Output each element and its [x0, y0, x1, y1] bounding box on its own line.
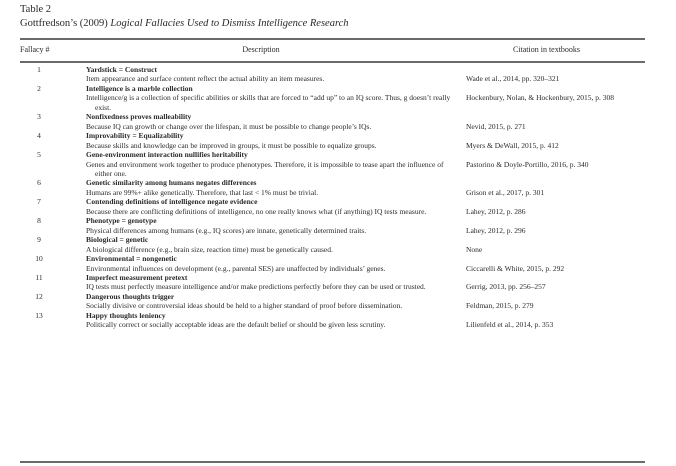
table-row	[20, 131, 645, 150]
fallacy-description	[86, 197, 454, 216]
fallacy-description	[86, 292, 454, 311]
fallacy-number	[20, 235, 58, 254]
fallacy-number	[20, 311, 58, 330]
fallacy-body: Because IQ can growth or change over the lifespan, it must be possible to change people’s IQs.	[86, 121, 372, 131]
fallacy-citation: Feldman, 2015, p. 279	[466, 301, 534, 311]
fallacy-description	[86, 112, 454, 131]
table-row	[20, 178, 645, 197]
fallacy-citation: Lilienfeld et al., 2014, p. 353	[466, 320, 554, 330]
fallacy-citation: Lahey, 2012, p. 286	[466, 206, 526, 216]
fallacy-citation: Hockenbury, Nolan, & Hockenbury, 2015, p. 308	[466, 93, 614, 103]
fallacy-citation: Nevid, 2015, p. 271	[466, 121, 526, 131]
table-title-plain: Gottfredson’s (2009)	[20, 18, 111, 29]
fallacy-number	[20, 292, 58, 311]
fallacy-body: Physical differences among humans (e.g., IQ scores) are innate, genetically determined traits.	[86, 225, 367, 235]
table-row	[20, 292, 645, 311]
fallacy-title: Environmental = nongenetic	[86, 254, 177, 264]
fallacy-body: IQ tests must perfectly measure intelligence and/or make predictions perfectly before they can be used or trusted.	[86, 282, 426, 292]
fallacy-title: Improvability = Equalizability	[86, 131, 184, 141]
fallacy-body: A biological difference (e.g., brain size, reaction time) must be genetically caused.	[86, 244, 333, 254]
fallacy-citation: Ciccarelli & White, 2015, p. 292	[466, 263, 565, 273]
fallacy-citation: Gerrig, 2013, pp. 256–257	[466, 282, 546, 292]
fallacy-number-text: 7	[37, 197, 41, 207]
fallacy-number	[20, 178, 58, 197]
fallacy-citation: Wade et al., 2014, pp. 320–321	[466, 74, 560, 84]
fallacy-title: Nonfixedness proves malleability	[86, 112, 192, 122]
fallacy-number-text: 8	[37, 216, 41, 226]
fallacy-number	[20, 65, 58, 84]
fallacy-number	[20, 216, 58, 235]
fallacy-description	[86, 216, 454, 235]
table-row	[20, 235, 645, 254]
fallacy-number-text: 3	[37, 112, 41, 122]
table-label: Table 2	[20, 4, 52, 15]
fallacy-number-text: 11	[35, 272, 43, 282]
table-row	[20, 273, 645, 292]
fallacy-citation: Pastorino & Doyle-Portillo, 2016, p. 340	[466, 159, 589, 169]
bottom-rule	[20, 461, 645, 463]
fallacy-description	[86, 273, 454, 292]
table-row	[20, 216, 645, 235]
fallacy-number-text: 5	[37, 150, 41, 160]
header-description: Description	[242, 45, 280, 54]
fallacy-number	[20, 150, 58, 178]
table-row	[20, 65, 645, 84]
header-rule	[20, 61, 645, 63]
fallacy-title: Gene-environment interaction nullifies heritability	[86, 150, 248, 160]
fallacy-title: Happy thoughts leniency	[86, 310, 166, 320]
fallacy-number	[20, 273, 58, 292]
fallacy-citation: Myers & DeWall, 2015, p. 412	[466, 140, 559, 150]
table-row	[20, 254, 645, 273]
fallacy-citation: Grison et al., 2017, p. 301	[466, 187, 545, 197]
table-title	[20, 17, 650, 31]
fallacy-title: Imperfect measurement pretext	[86, 272, 188, 282]
fallacy-body: Because there are conflicting definitions of intelligence, no one really knows what (if anything) IQ tests measure.	[86, 206, 427, 216]
table-row	[20, 311, 645, 330]
fallacy-body: Humans are 99%+ alike genetically. Therefore, that last < 1% must be trivial.	[86, 187, 319, 197]
fallacy-number	[20, 197, 58, 216]
fallacy-body: Genes and environment work together to produce phenotypes. Therefore, it is impossible to tease apart the influence of either one.	[86, 159, 444, 178]
fallacy-description	[86, 311, 454, 330]
table-row	[20, 112, 645, 131]
fallacy-title: Phenotype = genotype	[86, 216, 157, 226]
header-fallacy-number: Fallacy #	[20, 45, 50, 54]
fallacy-description	[86, 131, 454, 150]
fallacy-number-text: 6	[37, 178, 41, 188]
fallacy-number-text: 1	[37, 65, 41, 74]
fallacy-number-text: 10	[35, 254, 43, 264]
fallacy-title: Biological = genetic	[86, 235, 149, 245]
fallacy-number-text: 4	[37, 131, 41, 141]
fallacy-citation: Lahey, 2012, p. 296	[466, 225, 526, 235]
top-rule	[20, 38, 645, 40]
fallacy-title: Intelligence is a marble collection	[86, 83, 193, 93]
fallacy-body: Environmental influences on development (e.g., parental SES) are unaffected by individuals’ genes.	[86, 263, 386, 273]
table-row	[20, 84, 645, 112]
header-citation: Citation in textbooks	[512, 45, 581, 54]
fallacy-title: Yardstick = Construct	[86, 65, 157, 74]
table-body	[20, 65, 645, 330]
table-title-italic: Logical Fallacies Used to Dismiss Intelligence Research	[110, 18, 349, 29]
fallacy-description	[86, 84, 454, 112]
fallacy-number	[20, 84, 58, 112]
fallacy-body: Socially divisive or controversial ideas should be held to a higher standard of proof before dissemination.	[86, 301, 403, 311]
fallacy-number	[20, 254, 58, 273]
fallacy-body: Politically correct or socially acceptable ideas are the default belief or should be given less scrutiny.	[86, 320, 386, 330]
fallacy-number-text: 13	[35, 310, 43, 320]
table-caption	[20, 3, 650, 31]
fallacy-number	[20, 112, 58, 131]
fallacy-number	[20, 131, 58, 150]
fallacy-body: Because skills and knowledge can be improved in groups, it must be possible to equalize groups.	[86, 140, 377, 150]
fallacy-description	[86, 150, 454, 178]
fallacy-number-text: 2	[37, 83, 41, 93]
fallacy-description	[86, 254, 454, 273]
fallacy-number-text: 9	[37, 235, 41, 245]
fallacy-citation: None	[466, 244, 483, 254]
table-row	[20, 150, 645, 178]
fallacy-title: Contending definitions of intelligence negate evidence	[86, 197, 258, 207]
fallacy-description	[86, 178, 454, 197]
fallacy-number-text: 12	[35, 291, 43, 301]
fallacy-title: Genetic similarity among humans negates differences	[86, 178, 257, 188]
fallacy-description	[86, 235, 454, 254]
fallacy-body: Intelligence/g is a collection of specific abilities or skills that are forced to “add up” to an IQ score. Thus, g doesn’t really exist.	[86, 93, 451, 112]
fallacy-title: Dangerous thoughts trigger	[86, 291, 175, 301]
fallacy-body: Item appearance and surface content reflect the actual ability an item measures.	[86, 74, 325, 84]
fallacy-description	[86, 65, 454, 84]
table-row	[20, 197, 645, 216]
